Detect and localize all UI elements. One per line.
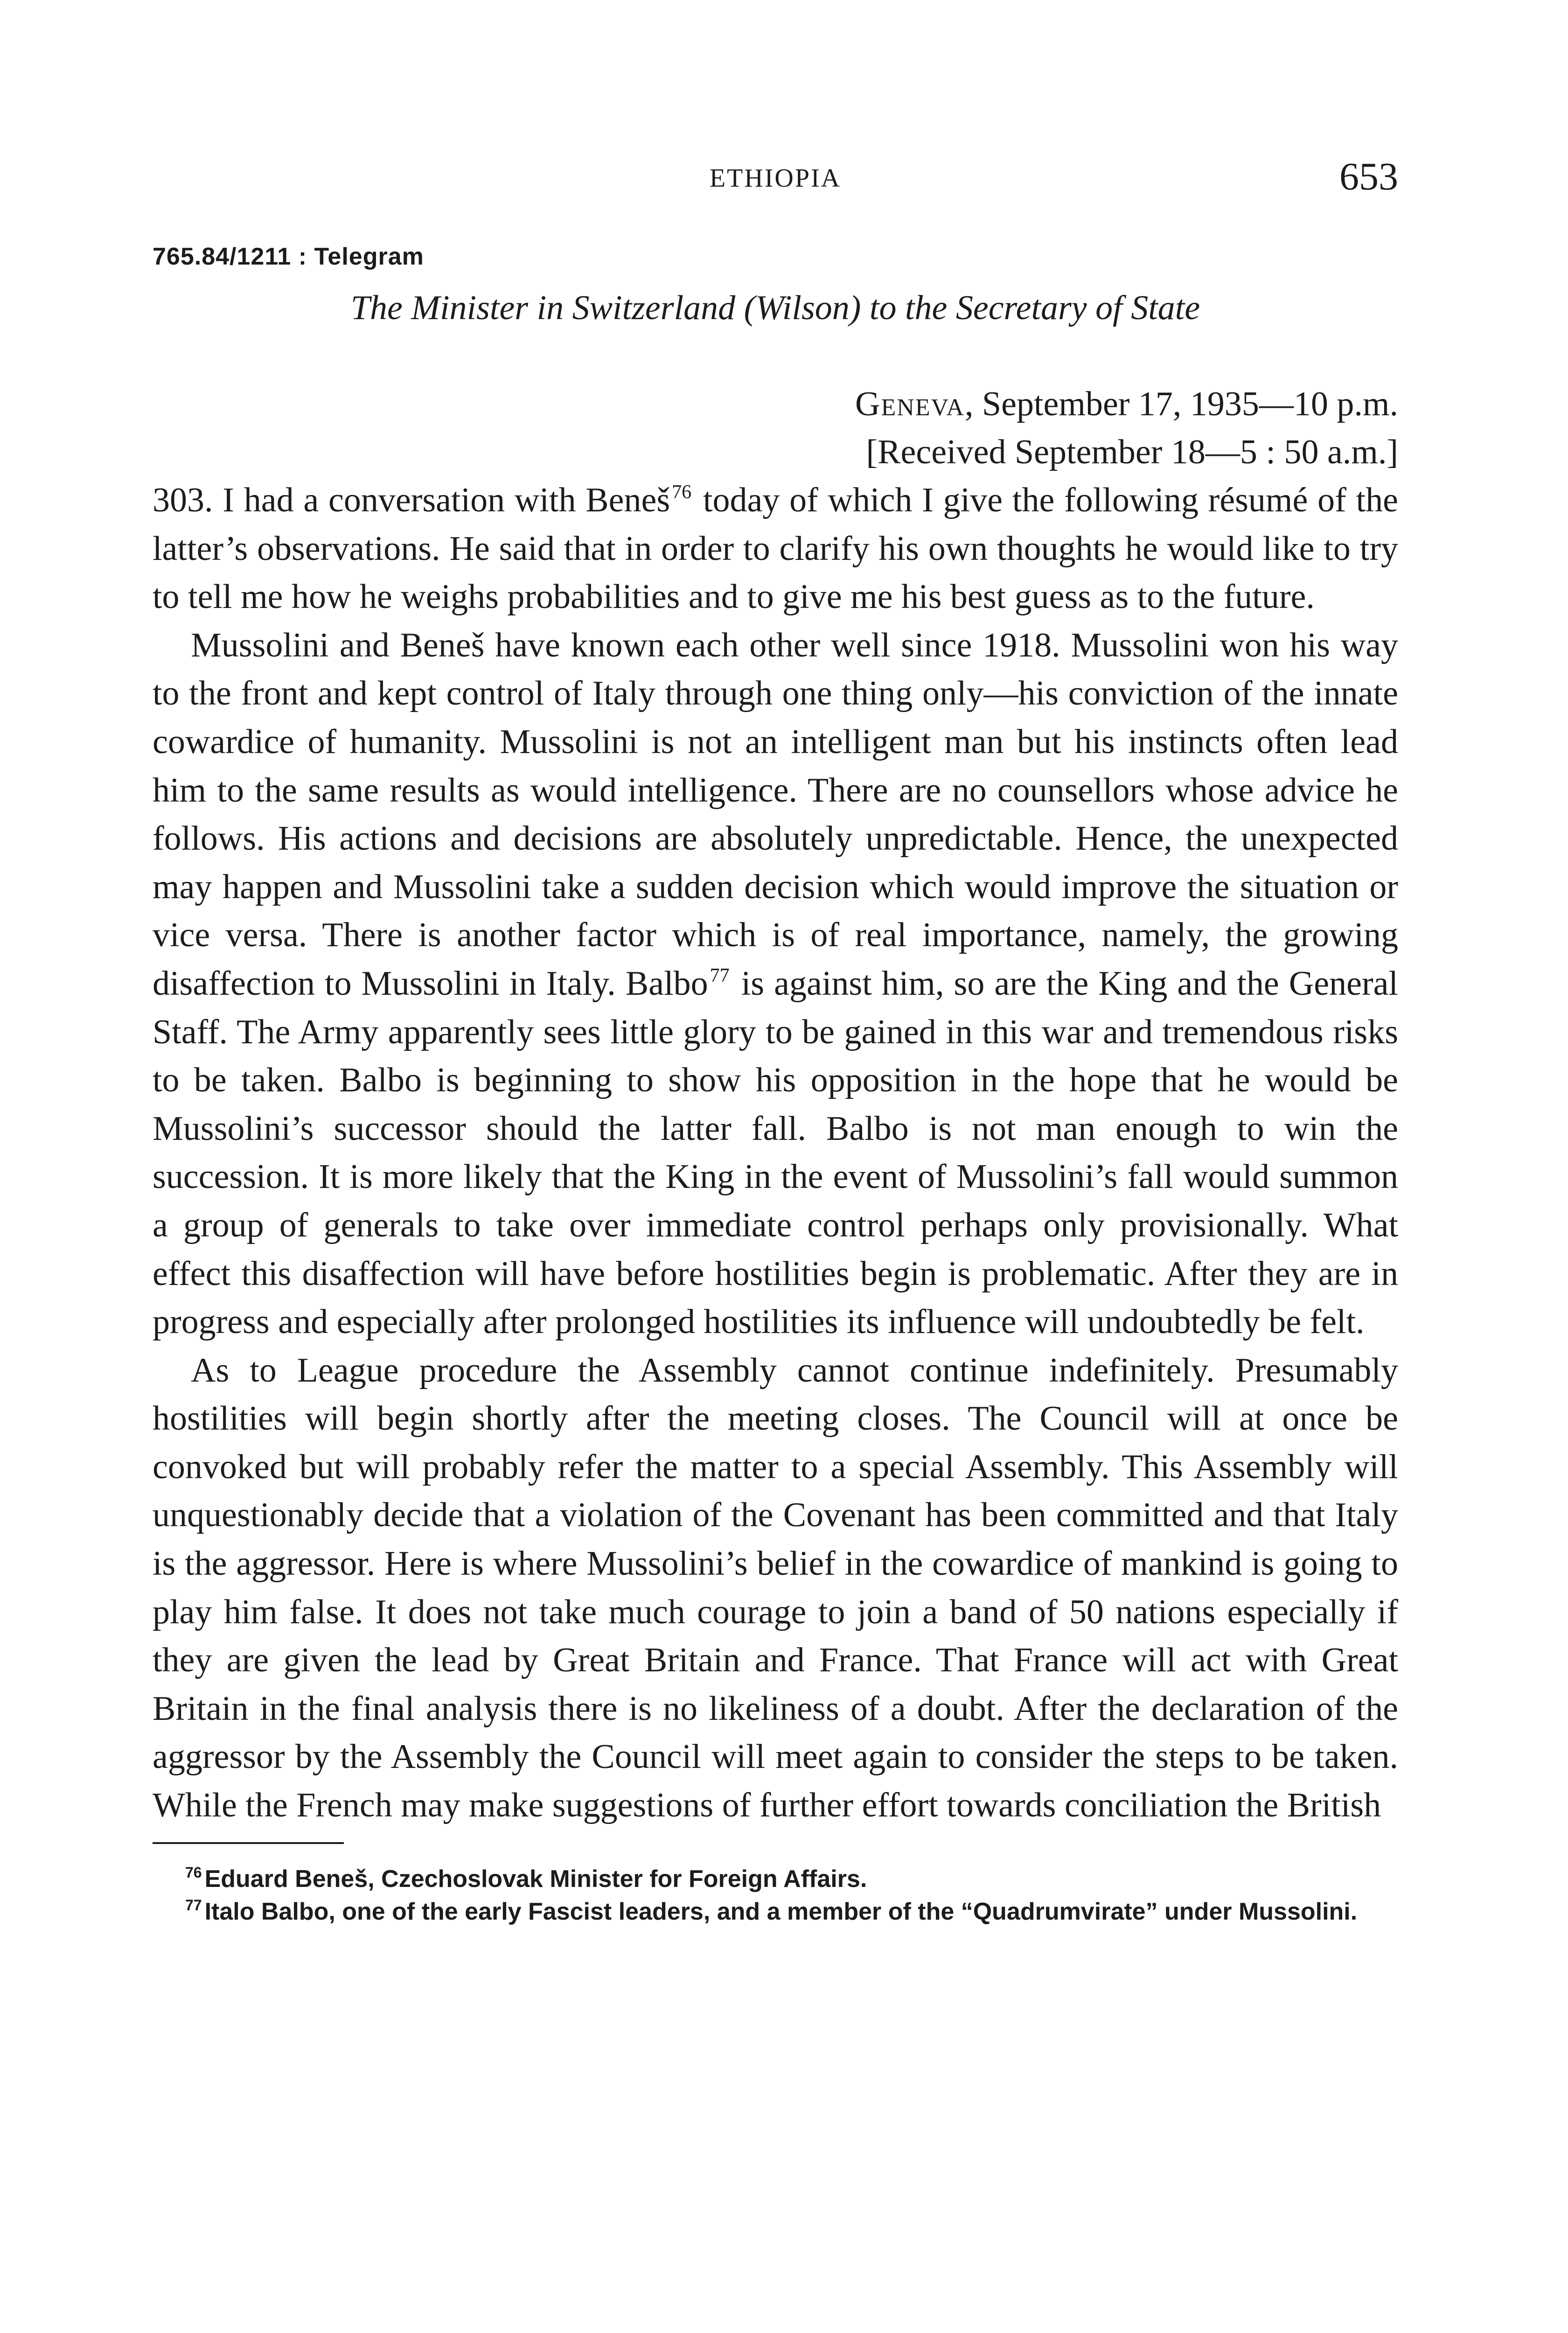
paragraph-2: [153, 622, 1398, 1347]
dateline-place: Geneva: [855, 385, 965, 423]
file-reference: 765.84/1211 : Telegram: [153, 243, 424, 270]
paragraph-1-start: 303. I had a conversation with Beneš: [153, 481, 670, 519]
footnote-77: [153, 1895, 1398, 1928]
document-title: The Minister in Switzerland (Wilson) to the Secretary of State: [350, 289, 1200, 327]
paragraph-2-start: Mussolini and Beneš have known each other well since 1918. Mussolini won his way to the front and kept control of Italy through one thing only—his conviction of the innate cowardice of humanity. Mussolini is not an intelligent man but his instincts often lead him to the same results as would intelligence. There are no counsellors whose advice he follows. His actions and decisions are absolutely unpredictable. Hence, the unexpected may happen and Mussolini take a sudden decision which would improve the situation or vice versa. There is another factor which is of real importance, namely, the growing disaffection to Mussolini in Italy. Balbo: [153, 626, 1398, 1003]
footnote-divider: [153, 1842, 344, 1844]
running-title: ETHIOPIA: [709, 164, 842, 193]
footnote-text: Italo Balbo, one of the early Fascist leaders, and a member of the “Quadrumvirate” under Mussolini.: [204, 1898, 1358, 1925]
paragraph-2-end: is against him, so are the King and the General Staff. The Army apparently sees little glory to be gained in this war and tremendous risks to be taken. Balbo is beginning to show his opposition in the hope that he would be Mussolini’s successor should the latter fall. Balbo is not man enough to win the succession. It is more likely that the King in the event of Mussolini’s fall would summon a group of generals to take over immediate control perhaps only provisionally. What effect this disaffection will have before hostilities begin is problematic. After they are in progress and especially after prolonged hostilities its influence will undoubtedly be felt.: [153, 964, 1398, 1341]
footnote-76: [153, 1863, 1398, 1895]
dateline: [153, 380, 1398, 476]
paragraph-3: As to League procedure the Assembly cannot continue indefinitely. Presumably hostilities will begin shortly after the meeting closes. The Council will at once be convoked but will probably refer the matter to a special Assembly. This Assembly will unquestionably decide that a violation of the Covenant has been committed and that Italy is the aggressor. Here is where Mussolini’s belief in the cowardice of mankind is going to play him false. It does not take much courage to join a band of 50 nations especially if they are given the lead by Great Britain and France. That France will act with Great Britain in the final analysis there is no likeliness of a doubt. After the declaration of the aggressor by the Assembly the Council will meet again to consider the steps to be taken. While the French may make suggestions of further effort towards conciliation the British: [153, 1351, 1398, 1825]
footnote-ref-76: 76: [672, 482, 692, 503]
footnote-ref-77: 77: [710, 964, 730, 986]
page-number: 653: [1339, 155, 1398, 198]
sent-line: [153, 380, 1398, 428]
body-text: [153, 476, 1398, 1830]
document-page: [153, 154, 1398, 1928]
paragraph-1-end: today of which I give the following résumé of the latter’s observations. He said that in order to clarify his own thoughts he would like to try to tell me how he weighs probabilities and to give me his best guess as to the future.: [153, 481, 1398, 616]
footnote-mark: 77: [185, 1896, 202, 1914]
paragraph-1: [153, 476, 1398, 622]
footnote-text: Eduard Beneš, Czechoslovak Minister for Foreign Affairs.: [204, 1865, 867, 1893]
running-head: [153, 154, 1398, 205]
dateline-date: , September 17, 1935—10 p.m.: [964, 385, 1398, 423]
received-line: [Received September 18—5 : 50 a.m.]: [866, 433, 1398, 471]
footnote-mark: 76: [185, 1864, 202, 1881]
footnotes: [153, 1863, 1398, 1928]
